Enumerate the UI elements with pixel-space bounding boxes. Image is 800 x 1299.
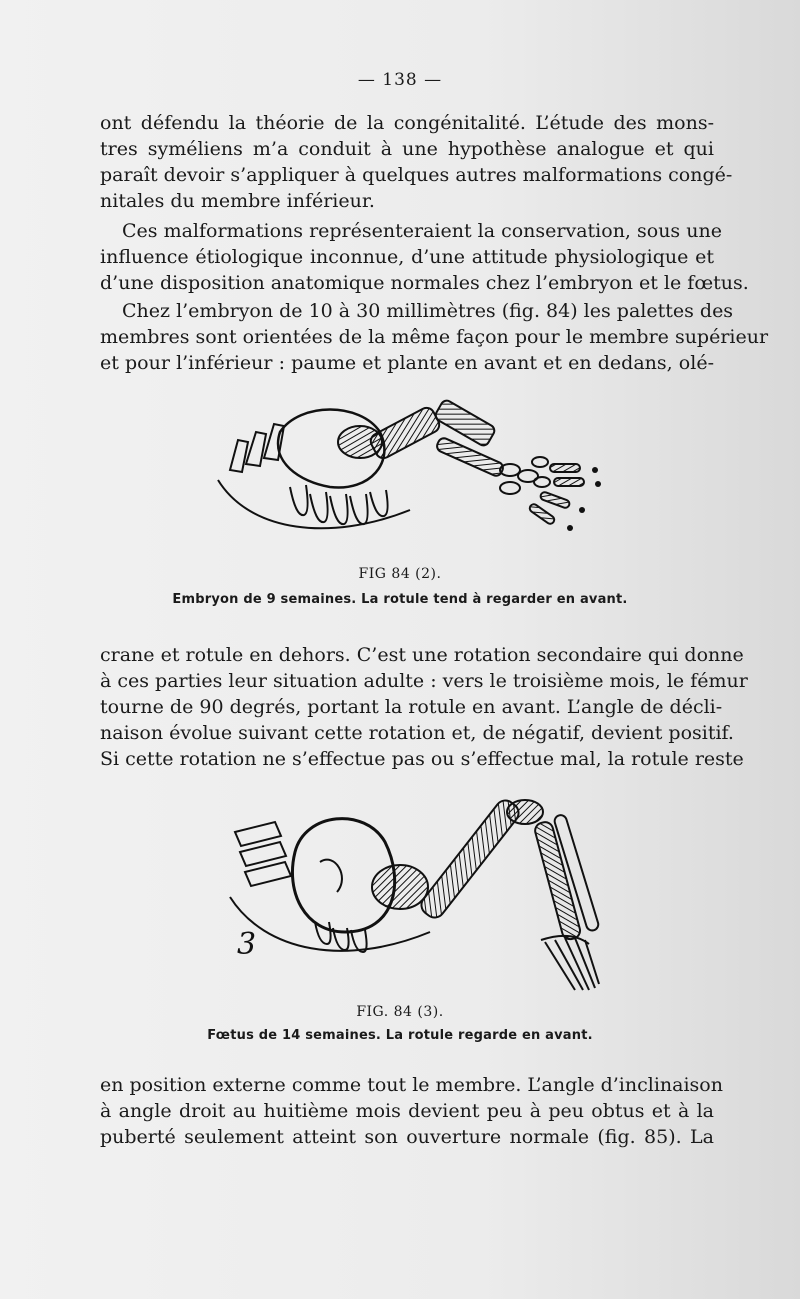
text-line: tres syméliens m’a conduit à une hypothèse analogue et qui [100, 138, 714, 160]
text-line: nitales du membre inférieur. [100, 190, 375, 212]
text-line: et pour l’inférieur : paume et plante en avant et en dedans, olé- [100, 352, 714, 374]
paragraph-2 [100, 218, 749, 296]
text-line: influence étiologique inconnue, d’une attitude physiologique et [100, 246, 714, 268]
text-line: paraît devoir s’appliquer à quelques autres malformations congé- [100, 164, 733, 186]
figure-caption: Fœtus de 14 semaines. La rotule regarde en avant. [207, 1028, 593, 1043]
paragraph-3 [100, 298, 769, 376]
figure-label: FIG 84 (2). [358, 566, 442, 582]
page-number: — 138 — [357, 70, 443, 90]
figure-label: FIG. 84 (3). [356, 1004, 444, 1020]
text-line: naison évolue suivant cette rotation et, de négatif, devient positif. [100, 722, 734, 744]
figure-caption: Embryon de 9 semaines. La rotule tend à regarder en avant. [172, 592, 628, 607]
text-line: en position externe comme tout le membre. L’angle d’inclinaison [100, 1074, 723, 1096]
figure-84-2-illustration [210, 392, 620, 552]
paragraph-1 [100, 110, 733, 214]
text-line: à angle droit au huitième mois devient peu à peu obtus et à la [100, 1100, 714, 1122]
figure-84-3-label [0, 1004, 800, 1020]
text-line: puberté seulement atteint son ouverture normale (fig. 85). La [100, 1126, 714, 1148]
figure-84-2-caption [0, 592, 800, 607]
figure-84-3-caption [0, 1028, 800, 1043]
text-line: membres sont orientées de la même façon pour le membre supérieur [100, 326, 769, 348]
paragraph-5 [100, 1072, 723, 1150]
text-line: ont défendu la théorie de la congénitalité. L’étude des mons- [100, 112, 714, 134]
figure-marker: 3 [237, 927, 257, 962]
text-line: Si cette rotation ne s’effectue pas ou s’effectue mal, la rotule reste [100, 748, 744, 770]
text-line: d’une disposition anatomique normales chez l’embryon et le fœtus. [100, 272, 749, 294]
text-line: crane et rotule en dehors. C’est une rotation secondaire qui donne [100, 644, 744, 666]
figure-84-3-illustration [225, 792, 625, 1002]
text-line: Ces malformations représenteraient la conservation, sous une [122, 220, 722, 242]
figure-84-2-label [0, 566, 800, 582]
paragraph-4 [100, 642, 748, 772]
text-line: tourne de 90 degrés, portant la rotule en avant. L’angle de décli- [100, 696, 723, 718]
text-line: à ces parties leur situation adulte : vers le troisième mois, le fémur [100, 670, 748, 692]
text-line: Chez l’embryon de 10 à 30 millimètres (fig. 84) les palettes des [122, 300, 734, 322]
